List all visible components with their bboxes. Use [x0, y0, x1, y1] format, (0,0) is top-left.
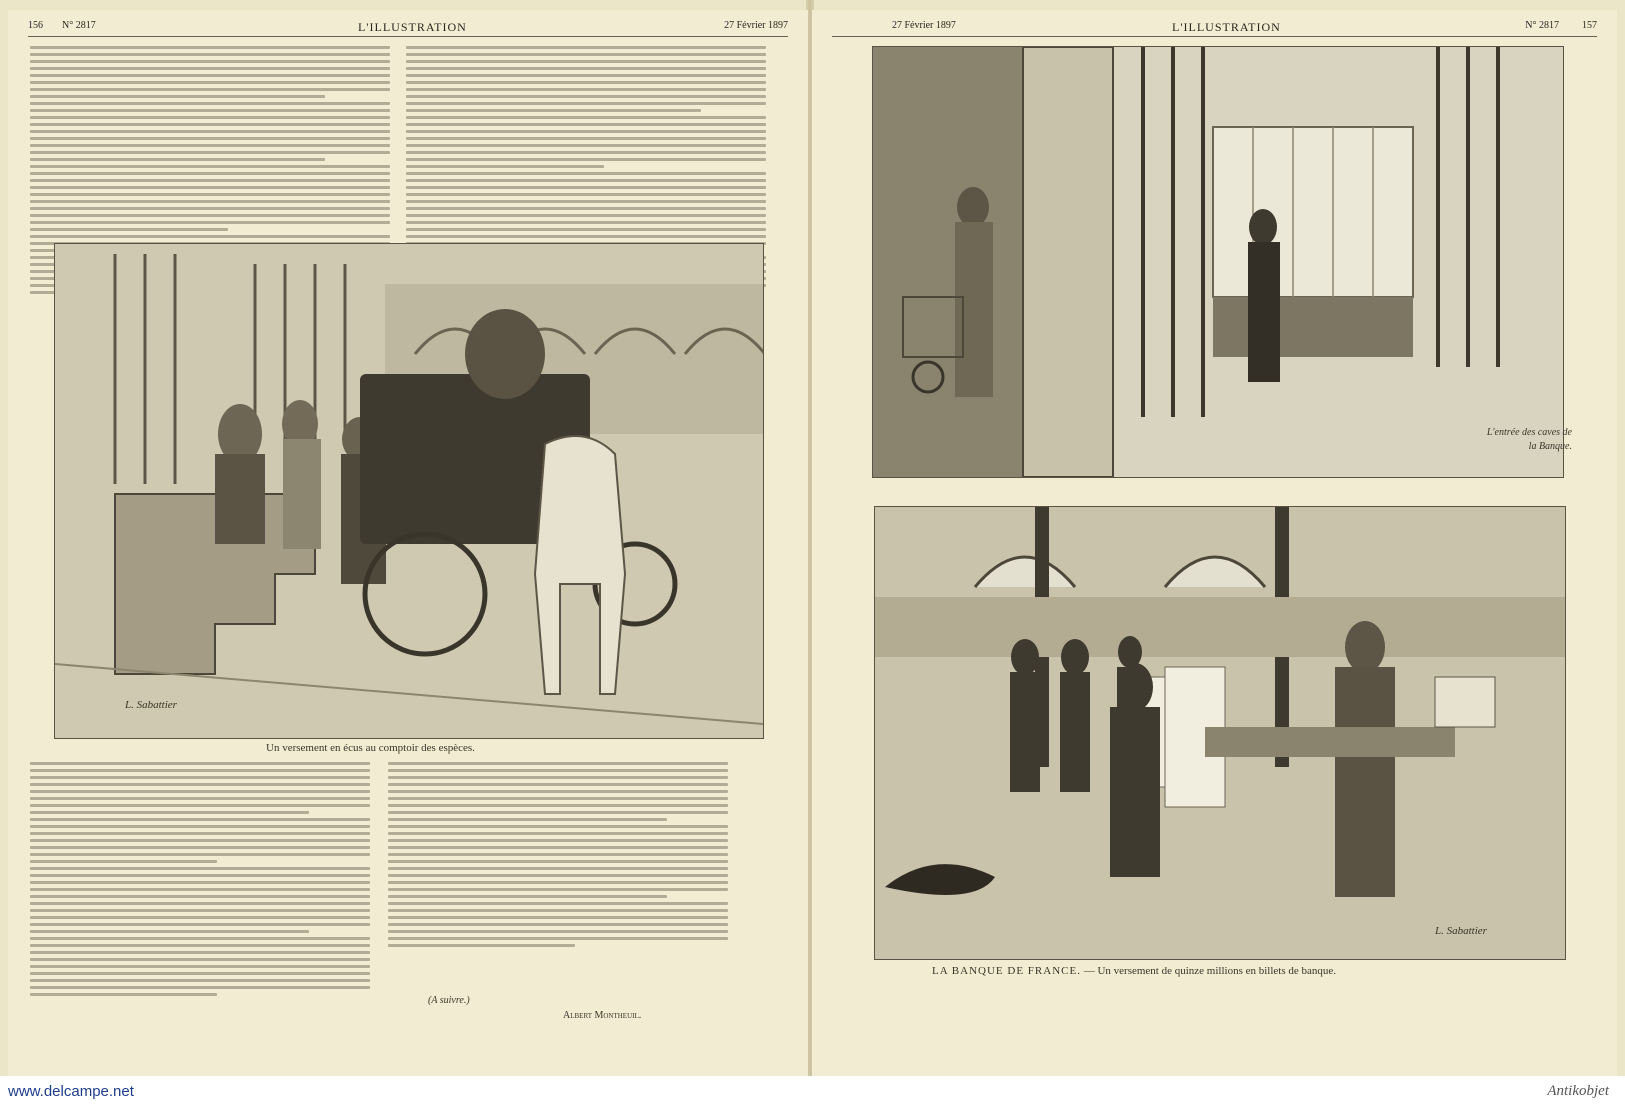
journal-title: L'ILLUSTRATION	[1172, 20, 1281, 34]
text-column-4	[388, 762, 728, 951]
figure2-caption-title: LA BANQUE DE FRANCE.	[932, 965, 1081, 977]
left-page-header	[28, 18, 788, 37]
watermark-left: www.delcampe.net	[8, 1083, 134, 1100]
illustration-coin-deposit-drawing	[55, 244, 763, 738]
figure2-caption-text: — Un versement de quinze millions en billets de banque.	[1083, 965, 1337, 977]
figure-caption: Un versement en écus au comptoir des espèces.	[266, 742, 475, 754]
issue-number: N° 2817	[62, 20, 96, 31]
page-number: 156	[28, 20, 43, 31]
illustration-banknote-deposit-drawing	[875, 507, 1565, 959]
illustration-cellar-entrance	[872, 46, 1564, 478]
illustration-signature: L. Sabattier	[125, 699, 177, 711]
issue-date: 27 Février 1897	[892, 20, 956, 31]
journal-title: L'ILLUSTRATION	[358, 20, 467, 34]
text-column-3	[30, 762, 370, 1000]
illustration-signature: L. Sabattier	[1435, 925, 1487, 937]
issue-number: N° 2817	[1525, 20, 1559, 31]
left-page	[8, 10, 808, 1095]
illustration-cellar-entrance-drawing	[873, 47, 1563, 477]
right-page-header	[832, 18, 1597, 37]
watermark-right: Antikobjet	[1547, 1083, 1609, 1099]
watermark-footer	[0, 1076, 1625, 1108]
article-continued: (A suivre.)	[428, 995, 470, 1006]
page-number: 157	[1582, 20, 1597, 31]
right-page	[812, 10, 1617, 1095]
illustration-coin-deposit	[54, 243, 764, 739]
figure2-caption	[932, 965, 1336, 977]
illustration-banknote-deposit	[874, 506, 1566, 960]
issue-date: 27 Février 1897	[724, 20, 788, 31]
figure1-caption: L'entrée des caves de la Banque.	[1486, 427, 1572, 452]
article-author: Albert Montheuil.	[563, 1010, 642, 1021]
